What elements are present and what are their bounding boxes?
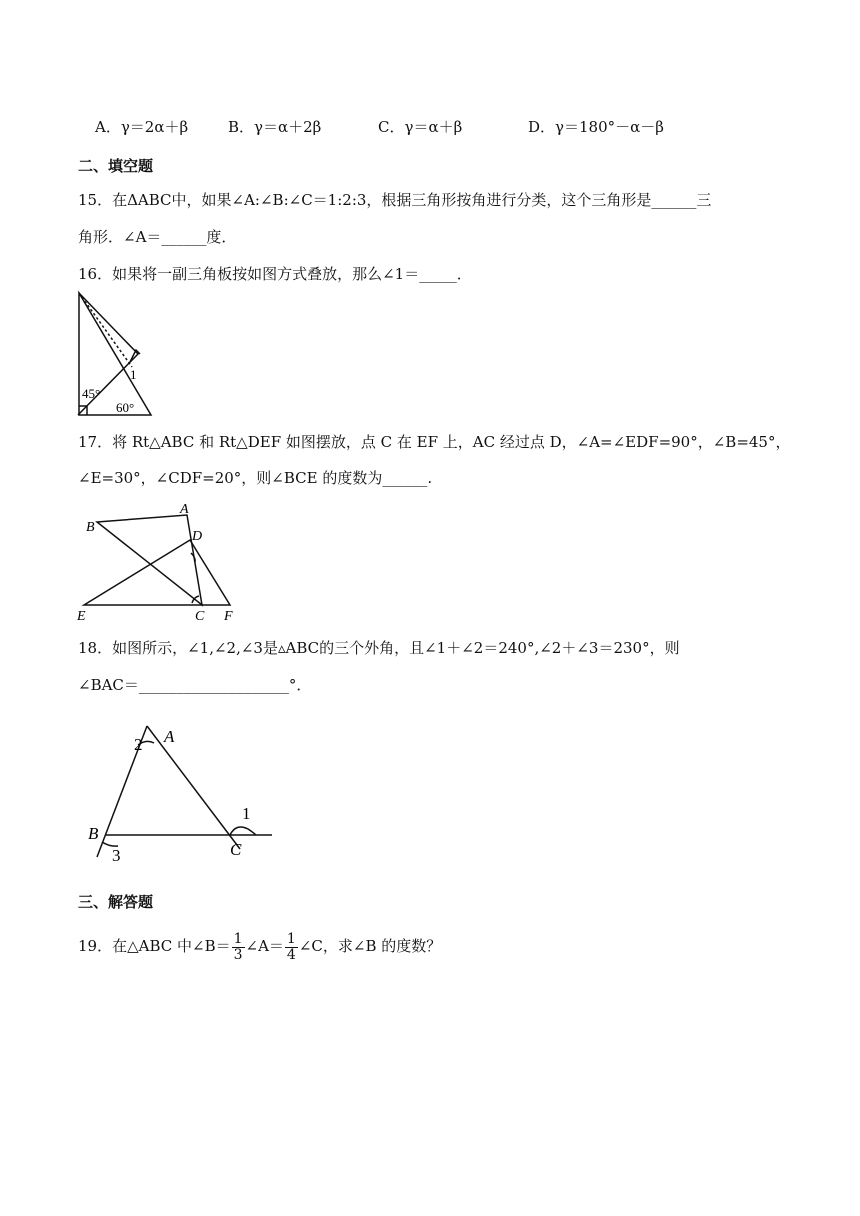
q18-figure: [80, 715, 280, 865]
q16-label-45: 45°: [82, 386, 101, 401]
q17-point-a: A: [180, 502, 189, 517]
q18-point-a: A: [164, 727, 175, 746]
q19-prefix: 19．在△ABC 中∠B＝: [78, 937, 231, 955]
q16-label-60: 60°: [116, 400, 135, 415]
option-b: B．γ＝α＋2β: [228, 118, 322, 136]
q17-point-b: B: [86, 520, 95, 535]
q19-fraction-1-4: $\frac{1}{4}$: [286, 930, 296, 963]
section-heading-fill-in: 二、填空题: [78, 157, 154, 175]
q15-line1: 15．在ΔABC中，如果∠A:∠B:∠C＝1:2:3，根据三角形按角进行分类，这个三角形是______三: [78, 191, 712, 209]
q15-line2: 角形．∠A＝______度．: [78, 228, 237, 246]
q18-line2: ∠BAC＝____________________°．: [78, 676, 312, 694]
q18-point-c: C: [230, 840, 242, 859]
q19-suffix: ∠C，求∠B 的度数？: [298, 937, 442, 955]
option-c: C．γ＝α＋β: [378, 118, 463, 136]
section-heading-solutions: 三、解答题: [78, 893, 154, 911]
option-a: A．γ＝2α＋β: [95, 118, 189, 136]
q18-angle-3: 3: [112, 846, 121, 865]
q18-line1: 18．如图所示，∠1,∠2,∠3是▵ABC的三个外角，且∠1＋∠2＝240°,∠2＋∠3＝230°，则: [78, 639, 680, 657]
q17-line2: ∠E=30°，∠CDF=20°，则∠BCE 的度数为______.: [78, 469, 433, 487]
q16-figure: [70, 288, 160, 418]
q18-angle-2: 2: [134, 735, 143, 754]
option-d: D．γ＝180°－α－β: [528, 118, 664, 136]
q19-middle: ∠A＝: [245, 937, 284, 955]
q19-text: [78, 930, 441, 963]
q17-point-c: C: [195, 609, 205, 624]
q17-point-f: F: [224, 609, 233, 624]
q17-figure: [70, 498, 250, 628]
q17-line1: 17．将 Rt△ABC 和 Rt△DEF 如图摆放，点 C 在 EF 上，AC 经过点 D，∠A=∠EDF=90°，∠B=45°，: [78, 433, 791, 451]
q19-fraction-1-3: $\frac{1}{3}$: [233, 930, 243, 963]
q16-label-1: 1: [130, 367, 137, 382]
q18-angle-1: 1: [242, 804, 251, 823]
q16-text: 16．如果将一副三角板按如图方式叠放，那么∠1＝_____．: [78, 265, 472, 283]
q17-point-e: E: [77, 609, 86, 624]
q18-point-b: B: [88, 824, 99, 843]
q17-point-d: D: [192, 529, 203, 544]
